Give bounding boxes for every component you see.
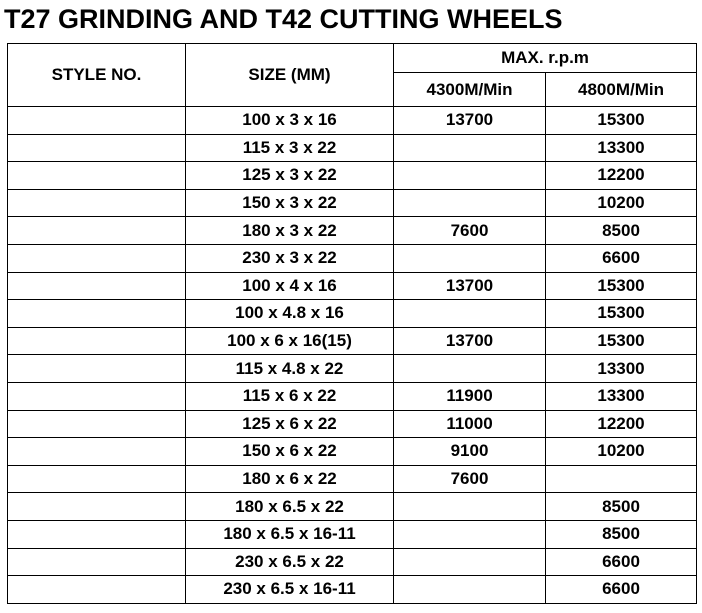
cell-rpm-4300 [394, 576, 546, 604]
table-row [8, 217, 697, 245]
table-row [8, 189, 697, 217]
wheel-spec-table [7, 43, 697, 604]
cell-rpm-4800: 6600 [546, 548, 697, 576]
header-max-rpm: MAX. r.p.m [394, 44, 697, 73]
cell-style-no [8, 300, 186, 328]
cell-rpm-4300: 11900 [394, 382, 546, 410]
cell-style-no [8, 438, 186, 466]
cell-style-no [8, 134, 186, 162]
cell-size: 230 x 6.5 x 16-11 [186, 576, 394, 604]
table-row [8, 162, 697, 190]
cell-rpm-4300 [394, 189, 546, 217]
cell-rpm-4800: 8500 [546, 493, 697, 521]
cell-style-no [8, 244, 186, 272]
cell-style-no [8, 520, 186, 548]
cell-rpm-4300: 11000 [394, 410, 546, 438]
cell-size: 100 x 4.8 x 16 [186, 300, 394, 328]
cell-style-no [8, 327, 186, 355]
cell-rpm-4300: 7600 [394, 465, 546, 493]
cell-size: 180 x 6 x 22 [186, 465, 394, 493]
table-row [8, 272, 697, 300]
cell-style-no [8, 272, 186, 300]
table-row [8, 410, 697, 438]
cell-rpm-4300 [394, 355, 546, 383]
table-row [8, 300, 697, 328]
cell-rpm-4800: 12200 [546, 162, 697, 190]
table-row [8, 382, 697, 410]
cell-rpm-4800: 10200 [546, 438, 697, 466]
cell-rpm-4300 [394, 493, 546, 521]
cell-rpm-4300 [394, 244, 546, 272]
table-row [8, 107, 697, 135]
cell-rpm-4800: 6600 [546, 576, 697, 604]
cell-style-no [8, 162, 186, 190]
table-row [8, 355, 697, 383]
header-style-no: STYLE NO. [8, 44, 186, 107]
cell-rpm-4800: 8500 [546, 520, 697, 548]
cell-rpm-4300: 13700 [394, 107, 546, 135]
cell-rpm-4300: 7600 [394, 217, 546, 245]
cell-rpm-4800: 6600 [546, 244, 697, 272]
cell-size: 125 x 6 x 22 [186, 410, 394, 438]
cell-style-no [8, 382, 186, 410]
cell-style-no [8, 493, 186, 521]
cell-rpm-4800 [546, 465, 697, 493]
cell-style-no [8, 355, 186, 383]
table-row [8, 134, 697, 162]
cell-size: 230 x 6.5 x 22 [186, 548, 394, 576]
cell-rpm-4300 [394, 134, 546, 162]
cell-rpm-4800: 15300 [546, 327, 697, 355]
table-row [8, 465, 697, 493]
cell-size: 180 x 6.5 x 16-11 [186, 520, 394, 548]
table-row [8, 244, 697, 272]
cell-rpm-4300 [394, 300, 546, 328]
cell-rpm-4300: 13700 [394, 327, 546, 355]
cell-size: 180 x 6.5 x 22 [186, 493, 394, 521]
header-rpm-4800: 4800M/Min [546, 73, 697, 107]
cell-size: 150 x 3 x 22 [186, 189, 394, 217]
cell-rpm-4300: 13700 [394, 272, 546, 300]
table-row [8, 327, 697, 355]
page-title: T27 GRINDING AND T42 CUTTING WHEELS [4, 4, 563, 34]
cell-size: 100 x 3 x 16 [186, 107, 394, 135]
cell-style-no [8, 410, 186, 438]
cell-size: 125 x 3 x 22 [186, 162, 394, 190]
cell-rpm-4800: 10200 [546, 189, 697, 217]
cell-rpm-4300 [394, 162, 546, 190]
header-size: SIZE (MM) [186, 44, 394, 107]
cell-rpm-4800: 15300 [546, 272, 697, 300]
cell-style-no [8, 548, 186, 576]
table-row [8, 520, 697, 548]
table-row [8, 576, 697, 604]
table-body [8, 107, 697, 604]
cell-rpm-4300: 9100 [394, 438, 546, 466]
cell-rpm-4800: 13300 [546, 382, 697, 410]
cell-rpm-4300 [394, 548, 546, 576]
cell-size: 100 x 4 x 16 [186, 272, 394, 300]
cell-style-no [8, 107, 186, 135]
cell-style-no [8, 465, 186, 493]
cell-size: 100 x 6 x 16(15) [186, 327, 394, 355]
cell-rpm-4800: 8500 [546, 217, 697, 245]
cell-rpm-4300 [394, 520, 546, 548]
cell-style-no [8, 217, 186, 245]
cell-size: 180 x 3 x 22 [186, 217, 394, 245]
cell-size: 115 x 4.8 x 22 [186, 355, 394, 383]
table-row [8, 493, 697, 521]
cell-rpm-4800: 15300 [546, 107, 697, 135]
table-row [8, 548, 697, 576]
cell-size: 230 x 3 x 22 [186, 244, 394, 272]
cell-rpm-4800: 12200 [546, 410, 697, 438]
cell-size: 115 x 3 x 22 [186, 134, 394, 162]
cell-size: 115 x 6 x 22 [186, 382, 394, 410]
cell-rpm-4800: 13300 [546, 355, 697, 383]
cell-rpm-4800: 15300 [546, 300, 697, 328]
cell-style-no [8, 189, 186, 217]
table-row [8, 438, 697, 466]
cell-rpm-4800: 13300 [546, 134, 697, 162]
header-rpm-4300: 4300M/Min [394, 73, 546, 107]
cell-style-no [8, 576, 186, 604]
cell-size: 150 x 6 x 22 [186, 438, 394, 466]
